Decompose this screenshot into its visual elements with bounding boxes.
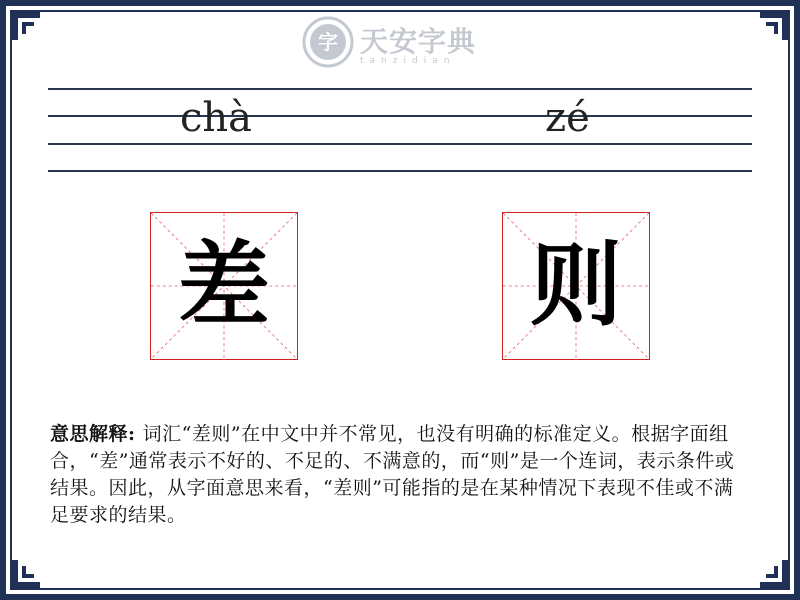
logo-subtitle: tanzidian	[360, 56, 456, 66]
corner-ornament-icon	[756, 10, 790, 44]
site-logo[interactable]	[302, 14, 502, 70]
corner-ornament-icon	[756, 556, 790, 590]
meaning-label: 意思解释	[50, 423, 129, 445]
logo-title: 天安字典	[360, 25, 477, 58]
pinyin-rule	[48, 143, 752, 145]
hanzi-character: 差	[177, 232, 270, 339]
logo-seal-icon	[302, 16, 354, 68]
corner-ornament-icon	[10, 10, 44, 44]
pinyin-rule	[48, 115, 752, 117]
pinyin-rule	[48, 88, 752, 90]
hanzi-character: 则	[529, 232, 622, 339]
pinyin-rule	[48, 170, 752, 172]
pinyin-syllable: zé	[545, 95, 590, 141]
character-grid-box	[150, 212, 298, 360]
meaning-text: 词汇“差则”在中文中并不常见，也没有明确的标准定义。根据字面组合，“差”通常表示不好的、不足的、不满意的，而“则”是一个连词，表示条件或结果。因此，从字面意思来看，“差则”可能指的是在某种情况下表现不佳或不满足要求的结果。	[50, 423, 735, 526]
pinyin-syllable: chà	[180, 95, 253, 141]
meaning-paragraph: 意思解释: 词汇“差则”在中文中并不常见，也没有明确的标准定义。根据字面组合，“差”通常表示不好的、不足的、不满意的，而“则”是一个连词，表示条件或结果。因此，从字面意思来看，“差则”可能指的是在某种情况下表现不佳或不满足要求的结果。	[50, 423, 735, 526]
corner-ornament-icon	[10, 556, 44, 590]
logo-mark-text: 字	[318, 30, 338, 54]
character-grid-box	[502, 212, 650, 360]
